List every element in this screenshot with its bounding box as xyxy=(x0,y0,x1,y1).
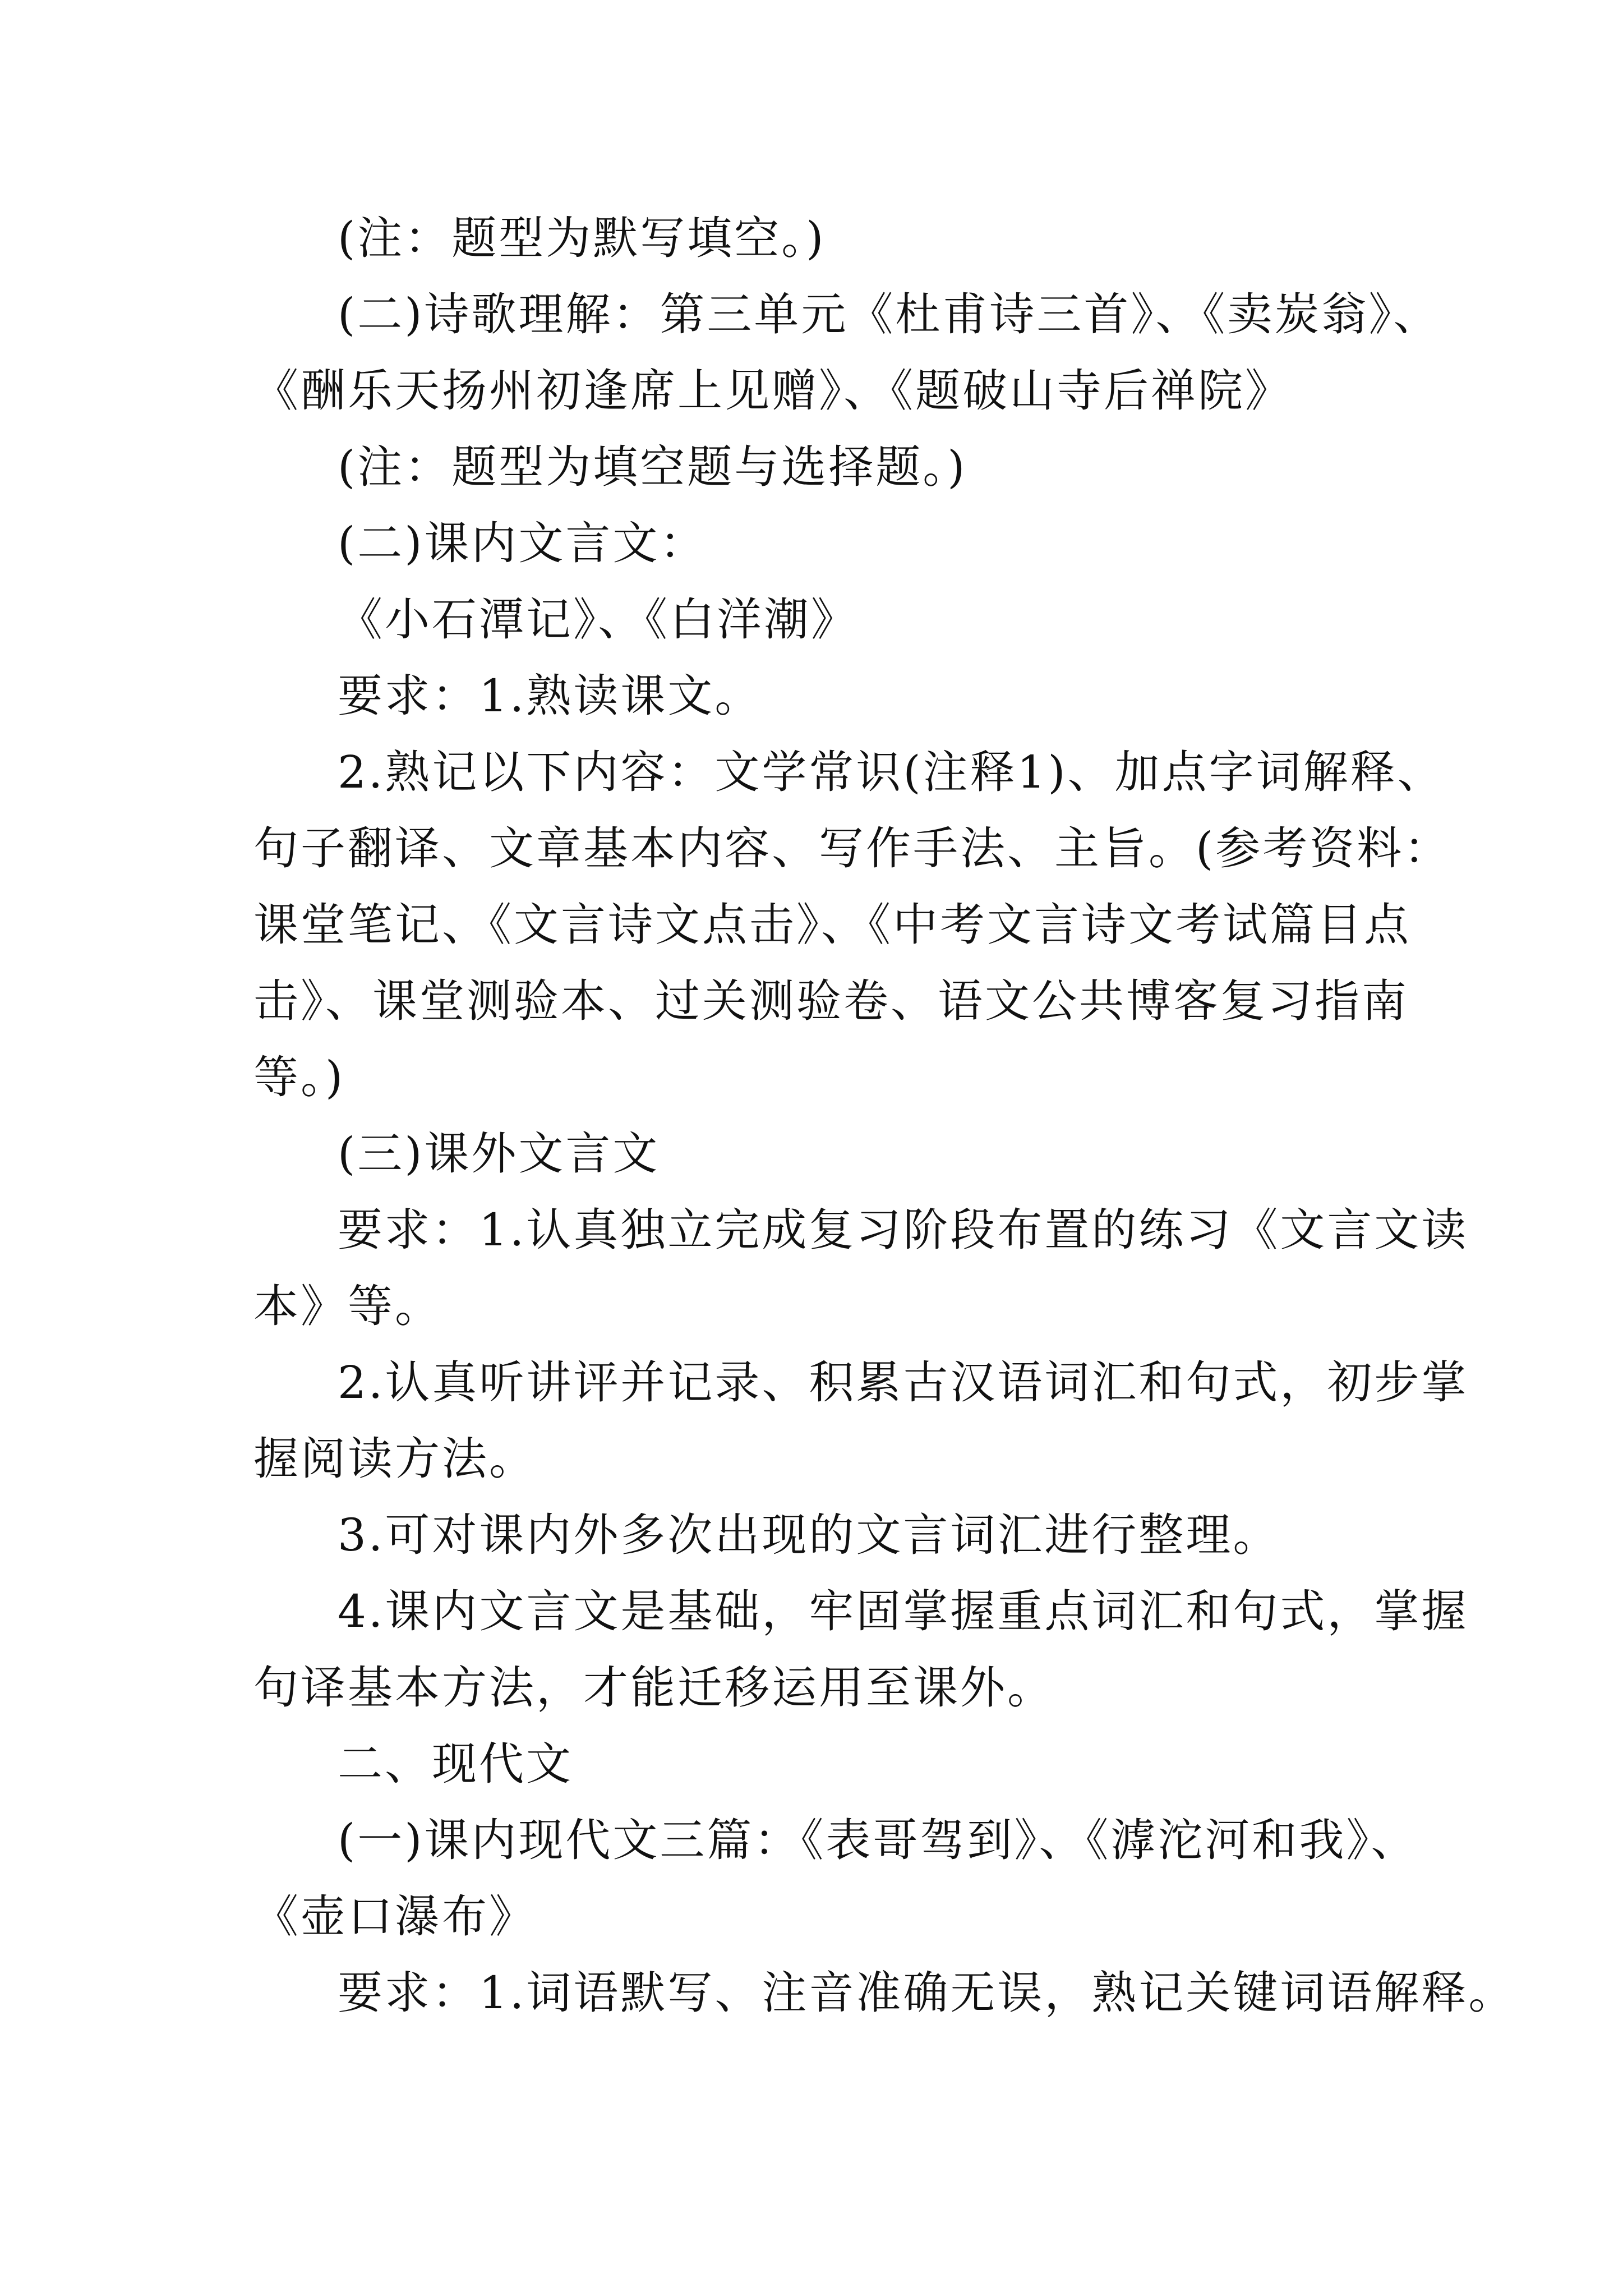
extra-requirement-1: 要求：1.认真独立完成复习阶段布置的练习《文言文读 xyxy=(338,1204,1469,1256)
extra-requirement-4-line2: 句译基本方法，才能迁移运用至课外。 xyxy=(253,1662,1054,1714)
section-poetry-understanding: (二)诗歌理解：第三单元《杜甫诗三首》、《卖炭翁》、 xyxy=(338,288,1441,341)
note-question-types: (注：题型为填空题与选择题。) xyxy=(338,441,967,493)
modern-requirement-1: 要求：1.词语默写、注音准确无误，熟记关键词语解释。 xyxy=(338,1967,1516,2019)
section-inclass-modern: (一)课内现代文三篇：《表哥驾到》、《滹沱河和我》、 xyxy=(338,1814,1418,1866)
extra-requirement-2-line2: 握阅读方法。 xyxy=(253,1433,536,1485)
inclass-classical-titles: 《小石潭记》、《白洋潮》 xyxy=(338,593,858,646)
requirement-1-read: 要求：1.熟读课文。 xyxy=(338,670,762,722)
section-extracurricular-classical: (三)课外文言文 xyxy=(338,1128,660,1180)
section-inclass-classical: (二)课内文言文： xyxy=(338,517,707,569)
requirement-2-line5: 等。) xyxy=(253,1051,345,1103)
requirement-2-line4: 击》、课堂测验本、过关测验卷、语文公共博客复习指南 xyxy=(253,975,1409,1027)
extra-requirement-4: 4.课内文言文是基础，牢固掌握重点词汇和句式，掌握 xyxy=(338,1585,1469,1637)
heading-modern-text: 二、现代文 xyxy=(338,1738,573,1790)
requirement-2-line2: 句子翻译、文章基本内容、写作手法、主旨。(参考资料： xyxy=(253,822,1451,875)
note-dictation: (注：题型为默写填空。) xyxy=(338,212,826,264)
extra-requirement-2: 2.认真听讲评并记录、积累古汉语词汇和句式，初步掌 xyxy=(338,1356,1469,1409)
requirement-2-line3: 课堂笔记、《文言诗文点击》、《中考文言诗文考试篇目点 xyxy=(253,899,1411,951)
requirement-2-memorize: 2.熟记以下内容：文学常识(注释1)、加点字词解释、 xyxy=(338,746,1445,798)
poetry-titles-continued: 《酬乐天扬州初逢席上见赠》、《题破山寺后禅院》 xyxy=(253,365,1292,417)
extra-requirement-1-line2: 本》等。 xyxy=(253,1280,442,1332)
inclass-modern-titles-continued: 《壶口瀑布》 xyxy=(253,1890,536,1943)
extra-requirement-3: 3.可对课内外多次出现的文言词汇进行整理。 xyxy=(338,1509,1280,1561)
